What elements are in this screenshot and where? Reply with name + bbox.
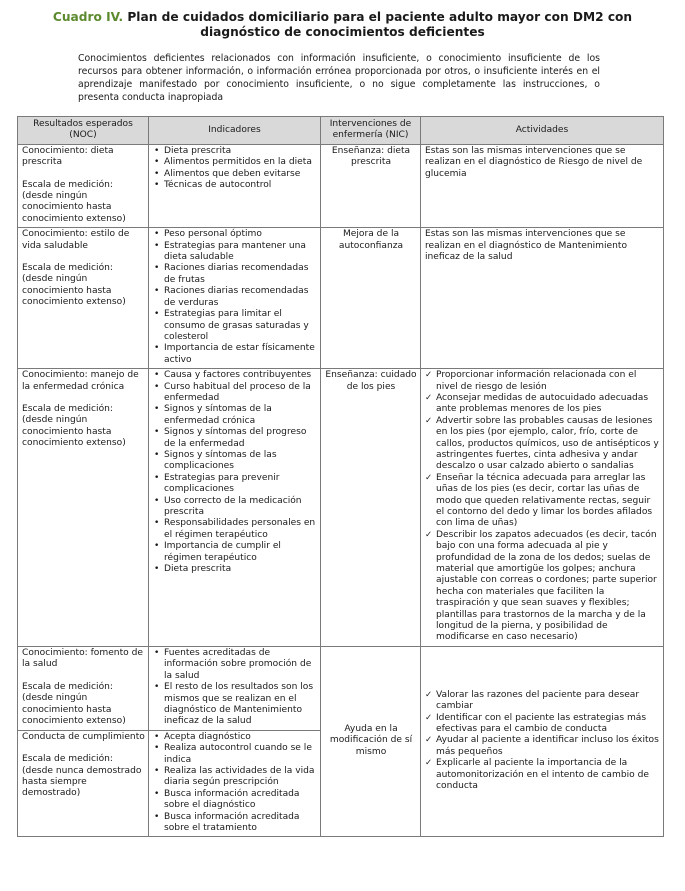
indicators-cell — [149, 730, 321, 837]
indicator-item: • Raciones diarias recomendadas de frutas — [153, 263, 317, 286]
noc-scale: Escala de medición: (desde nunca demostrado hasta siempre demostrado) — [22, 754, 142, 799]
indicator-item: • Realiza autocontrol cuando se le indica — [153, 743, 317, 766]
diagnosis-description: Conocimientos deficientes relacionados con información insuficiente, o conocimiento insuficiente de los recursos para obtener información, o información errónea proporcionada por otros, o insuficiente interés en el aprendizaje manifestado por conocimiento insuficiente, o no sigue completamente las instrucciones, o presenta conducta inapropiada — [78, 53, 600, 103]
noc-scale: Escala de medición: (desde ningún conocimiento hasta conocimiento extenso) — [22, 403, 126, 449]
indicator-item: • Signos y síntomas de la enfermedad crónica — [153, 404, 317, 427]
table-caption — [20, 10, 665, 40]
noc-cell — [18, 646, 149, 730]
header-nic: Intervenciones de enfermería (NIC) — [321, 117, 421, 145]
indicator-item: • Dieta prescrita — [153, 564, 317, 575]
activity-item: ✓ Identificar con el paciente las estrategias más efectivas para el cambio de conducta — [425, 713, 660, 736]
table-row — [18, 144, 664, 227]
indicator-item: • Dieta prescrita — [153, 146, 317, 157]
noc-title: Conocimiento: estilo de vida saludable — [22, 229, 130, 251]
header-indicadores: Indicadores — [149, 117, 321, 145]
indicator-item: • Estrategias para limitar el consumo de grasas saturadas y colesterol — [153, 309, 317, 343]
nic-cell: Mejora de la autoconfianza — [321, 228, 421, 369]
noc-title: Conocimiento: dieta prescrita — [22, 145, 114, 168]
indicator-item: • Alimentos que deben evitarse — [153, 169, 317, 180]
indicator-item: • Peso personal óptimo — [153, 229, 317, 240]
activity-item: ✓ Valorar las razones del paciente para desear cambiar — [425, 690, 660, 713]
indicator-item: • Alimentos permitidos en la dieta — [153, 157, 317, 168]
indicator-item: • Raciones diarias recomendadas de verduras — [153, 286, 317, 309]
noc-cell — [18, 228, 149, 369]
activity-item: ✓ Advertir sobre las probables causas de lesiones en los pies (por ejemplo, calor, frío, corte de callos, productos químicos, uso de antisépticos y astringentes fuertes, cinta adhesiva y andar descalzo o usar calzado abierto o sandalias — [425, 416, 660, 473]
indicators-cell — [149, 369, 321, 647]
indicator-item: • Estrategias para mantener una dieta saludable — [153, 241, 317, 264]
indicator-item: • Realiza las actividades de la vida diaria según prescripción — [153, 766, 317, 789]
activity-item: ✓ Explicarle al paciente la importancia de la automonitorización en el intento de cambio de conducta — [425, 758, 660, 792]
indicators-cell — [149, 228, 321, 369]
indicator-item: • Curso habitual del proceso de la enfermedad — [153, 382, 317, 405]
activities-cell — [421, 369, 664, 647]
header-row — [18, 117, 664, 145]
header-actividades: Actividades — [421, 117, 664, 145]
indicator-item: • Signos y síntomas de las complicaciones — [153, 450, 317, 473]
indicator-item: • Causa y factores contribuyentes — [153, 370, 317, 381]
care-plan-table — [17, 116, 664, 837]
activity-item: ✓ Ayudar al paciente a identificar incluso los éxitos más pequeños — [425, 735, 660, 758]
nic-cell: Enseñanza: cuidado de los pies — [321, 369, 421, 647]
indicator-item: • El resto de los resultados son los mismos que se realizan en el diagnóstico de Mantenimiento ineficaz de la salud — [153, 682, 317, 728]
indicator-item: • Responsabilidades personales en el régimen terapéutico — [153, 518, 317, 541]
noc-title: Conocimiento: fomento de la salud — [22, 647, 143, 670]
indicator-item: • Fuentes acreditadas de información sobre promoción de la salud — [153, 648, 317, 682]
indicator-item: • Signos y síntomas del progreso de la enfermedad — [153, 427, 317, 450]
noc-title: Conducta de cumplimiento — [22, 731, 145, 742]
noc-scale: Escala de medición: (desde ningún conocimiento hasta conocimiento extenso) — [22, 263, 126, 308]
activities-cell: Estas son las mismas intervenciones que se realizan en el diagnóstico de Mantenimiento ineficaz de la salud — [421, 228, 664, 369]
noc-cell — [18, 369, 149, 647]
caption-text: Plan de cuidados domiciliario para el paciente adulto mayor con DM2 con diagnóstico de conocimientos deficientes — [127, 10, 633, 39]
activity-item: ✓ Proporcionar información relacionada con el nivel de riesgo de lesión — [425, 370, 660, 393]
noc-scale: Escala de medición: (desde ningún conocimiento hasta conocimiento extenso) — [22, 681, 126, 726]
activity-item: ✓ Enseñar la técnica adecuada para arreglar las uñas de los pies (es decir, cortar las uñas de modo que queden relativamente rectas, seguir el contorno del dedo y limar los bordes afilados con lima de uñas) — [425, 473, 660, 530]
activities-cell — [421, 646, 664, 837]
table-row — [18, 228, 664, 369]
indicator-item: • Importancia de estar físicamente activo — [153, 343, 317, 366]
noc-cell — [18, 730, 149, 837]
caption-label: Cuadro IV. — [52, 10, 124, 24]
activities-cell: Estas son las mismas intervenciones que se realizan en el diagnóstico de Riesgo de nivel de glucemia — [421, 144, 664, 227]
indicators-cell — [149, 646, 321, 730]
header-noc: Resultados esperados (NOC) — [18, 117, 149, 145]
noc-title: Conocimiento: manejo de la enfermedad crónica — [22, 370, 139, 392]
indicator-item: • Busca información acreditada sobre el tratamiento — [153, 812, 317, 835]
noc-scale: Escala de medición: (desde ningún conocimiento hasta conocimiento extenso) — [22, 179, 126, 224]
indicator-item: • Acepta diagnóstico — [153, 732, 317, 743]
indicator-item: • Busca información acreditada sobre el diagnóstico — [153, 789, 317, 812]
table-row — [18, 369, 664, 647]
table-row — [18, 646, 664, 730]
indicator-item: • Técnicas de autocontrol — [153, 180, 317, 191]
indicators-cell — [149, 144, 321, 227]
activity-item: ✓ Aconsejar medidas de autocuidado adecuadas ante problemas menores de los pies — [425, 393, 660, 416]
indicator-item: • Uso correcto de la medicación prescrita — [153, 496, 317, 519]
nic-cell: Enseñanza: dieta prescrita — [321, 144, 421, 227]
activity-item: ✓ Describir los zapatos adecuados (es decir, tacón bajo con una forma adecuada al pie y profundidad de la zona de los dedos; suelas de material que amortigüe los golpes; anchura ajustable con correas o cordones; parte superior hecha con materiales que faciliten la traspiración y que sean suaves y flexibles; plantillas para trastornos de la marcha y de la longitud de la pierna, y posibilidad de modificarse en caso necesario) — [425, 530, 660, 644]
indicator-item: • Importancia de cumplir el régimen terapéutico — [153, 541, 317, 564]
indicator-item: • Estrategias para prevenir complicaciones — [153, 473, 317, 496]
nic-cell: Ayuda en la modificación de sí mismo — [321, 646, 421, 837]
noc-cell — [18, 144, 149, 227]
